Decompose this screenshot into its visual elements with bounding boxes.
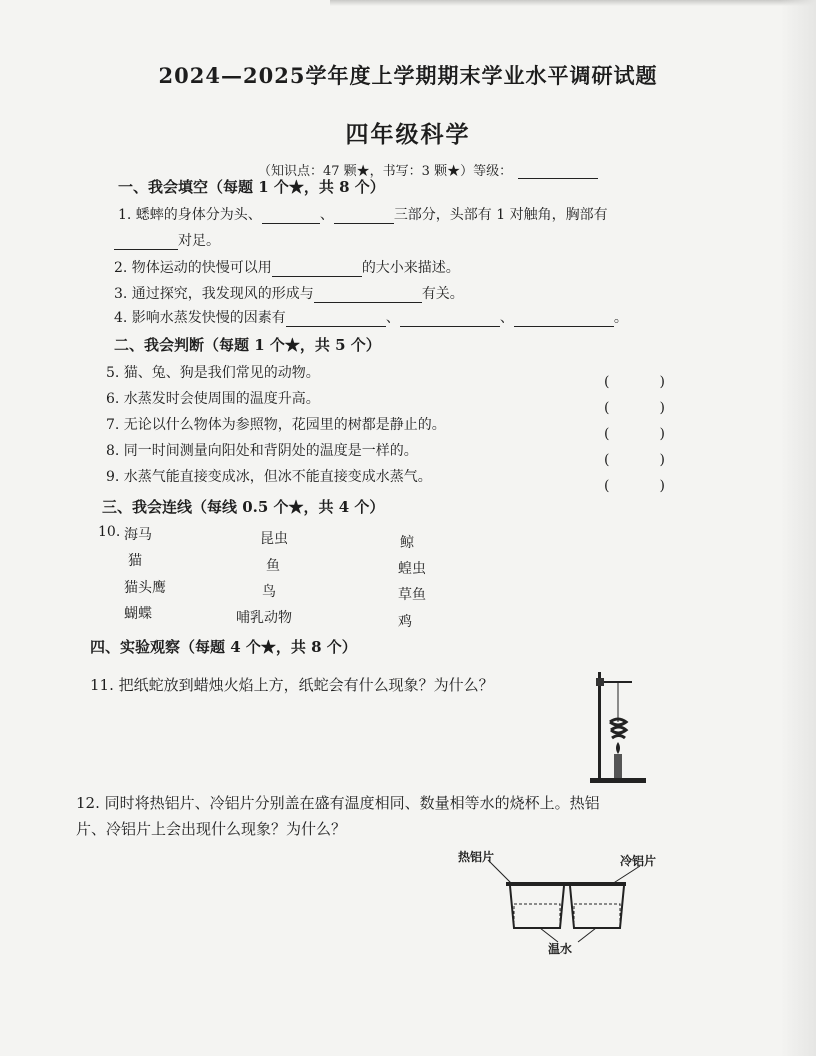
score-meta-text: （知识点：47 颗★，书写：3 颗★）等级： — [258, 164, 513, 179]
answer-box-9[interactable] — [604, 478, 665, 494]
candle — [614, 754, 622, 778]
match-mid-4[interactable]: 哺乳动物 — [236, 610, 292, 626]
answer-box-5[interactable] — [604, 374, 665, 390]
q4-text-a: 4. 影响水蒸发快慢的因素有 — [114, 310, 286, 326]
exam-title: 2024—2025学年度上学期期末学业水平调研试题 — [158, 63, 658, 88]
paren-left: ( — [604, 478, 610, 494]
match-left-1[interactable]: 海马 — [124, 527, 152, 543]
exam-subtitle: 四年级科学 — [345, 121, 471, 148]
q4-blank-3[interactable] — [514, 312, 614, 327]
match-left-3[interactable]: 猫头鹰 — [124, 580, 166, 596]
section-match-heading: 三、我会连线（每线 0.5 个★，共 4 个） — [102, 498, 385, 516]
q3-text-b: 有关。 — [421, 286, 464, 302]
scan-shadow-right — [780, 0, 816, 1056]
section-experiment-heading: 四、实验观察（每题 4 个★，共 8 个） — [90, 638, 357, 656]
question-2 — [114, 257, 460, 277]
match-right-3[interactable]: 草鱼 — [398, 587, 426, 603]
right-water — [574, 904, 620, 928]
q1-sep: 、 — [319, 207, 334, 223]
q1-text-c: 对足。 — [178, 233, 220, 249]
match-mid-2[interactable]: 鱼 — [266, 558, 280, 574]
question-1-cont — [114, 230, 220, 250]
answer-box-8[interactable] — [604, 452, 665, 468]
q2-blank[interactable] — [272, 262, 362, 277]
grade-blank[interactable] — [518, 164, 598, 179]
left-water — [514, 904, 560, 928]
question-3 — [114, 283, 464, 303]
paren-right: ) — [659, 452, 665, 468]
label-cold-plate: 冷铝片 — [620, 854, 657, 868]
paren-left: ( — [604, 426, 610, 442]
q4-sep-1: 、 — [385, 310, 400, 326]
q1-blank-2[interactable] — [334, 209, 394, 224]
question-7: 7. 无论以什么物体为参照物，花园里的树都是静止的。 — [106, 417, 446, 433]
match-right-4[interactable]: 鸡 — [398, 614, 412, 630]
right-beaker — [570, 886, 624, 928]
answer-box-6[interactable] — [604, 400, 665, 416]
q1-blank-1[interactable] — [262, 209, 320, 224]
match-right-1[interactable]: 鲸 — [400, 535, 414, 551]
section-judge-heading: 二、我会判断（每题 1 个★，共 5 个） — [114, 336, 381, 354]
cold-aluminum-plate — [566, 882, 626, 886]
paper-snake-apparatus-figure — [584, 668, 654, 788]
paren-left: ( — [604, 374, 610, 390]
match-right-2[interactable]: 蝗虫 — [398, 561, 426, 577]
q2-text-a: 2. 物体运动的快慢可以用 — [114, 260, 272, 276]
q4-blank-1[interactable] — [286, 312, 386, 327]
stand-clamp — [596, 678, 604, 686]
hot-aluminum-plate — [506, 882, 566, 886]
left-beaker — [510, 886, 564, 928]
paren-left: ( — [604, 400, 610, 416]
section-fill-heading: 一、我会填空（每题 1 个★，共 8 个） — [118, 178, 385, 196]
match-left-4[interactable]: 蝴蝶 — [124, 606, 152, 622]
q4-end: 。 — [613, 310, 628, 326]
match-left-2[interactable]: 猫 — [128, 553, 142, 569]
q1-text-b: 三部分，头部有 1 对触角，胸部有 — [393, 207, 608, 223]
paren-right: ) — [659, 374, 665, 390]
question-4 — [114, 307, 628, 327]
scan-shadow-top — [330, 0, 816, 6]
answer-box-7[interactable] — [604, 426, 665, 442]
stand-base — [590, 778, 646, 783]
q4-sep-2: 、 — [499, 310, 514, 326]
q2-text-b: 的大小来描述。 — [361, 260, 460, 276]
match-mid-1[interactable]: 昆虫 — [260, 531, 288, 547]
question-10-number: 10. — [98, 524, 121, 540]
paren-right: ) — [659, 426, 665, 442]
candle-flame — [616, 742, 620, 754]
question-8: 8. 同一时间测量向阳处和背阴处的温度是一样的。 — [106, 443, 418, 459]
q1-blank-3[interactable] — [114, 235, 178, 250]
question-12-line-2: 片、冷铝片上会出现什么现象？为什么？ — [76, 820, 347, 838]
match-mid-3[interactable]: 鸟 — [262, 584, 276, 600]
q3-blank[interactable] — [314, 288, 422, 303]
question-11: 11. 把纸蛇放到蜡烛火焰上方，纸蛇会有什么现象？为什么？ — [90, 676, 494, 694]
label-warm-water: 温水 — [548, 942, 573, 956]
label-hot-plate: 热铝片 — [458, 850, 495, 864]
q3-text-a: 3. 通过探究，我发现风的形成与 — [114, 286, 314, 302]
q1-text-a: 1. 蟋蟀的身体分为头、 — [118, 207, 262, 223]
question-1 — [118, 204, 608, 224]
water-label-pointer-right — [578, 928, 596, 942]
stand-pole — [598, 672, 601, 780]
paren-left: ( — [604, 452, 610, 468]
paren-right: ) — [659, 400, 665, 416]
paren-right: ) — [659, 478, 665, 494]
q4-blank-2[interactable] — [400, 312, 500, 327]
question-6: 6. 水蒸发时会使周围的温度升高。 — [106, 391, 320, 407]
question-9: 9. 水蒸气能直接变成冰，但冰不能直接变成水蒸气。 — [106, 469, 432, 485]
question-12-line-1: 12. 同时将热铝片、冷铝片分别盖在盛有温度相同、数量相等水的烧杯上。热铝 — [76, 794, 600, 812]
question-5: 5. 猫、兔、狗是我们常见的动物。 — [106, 365, 320, 381]
